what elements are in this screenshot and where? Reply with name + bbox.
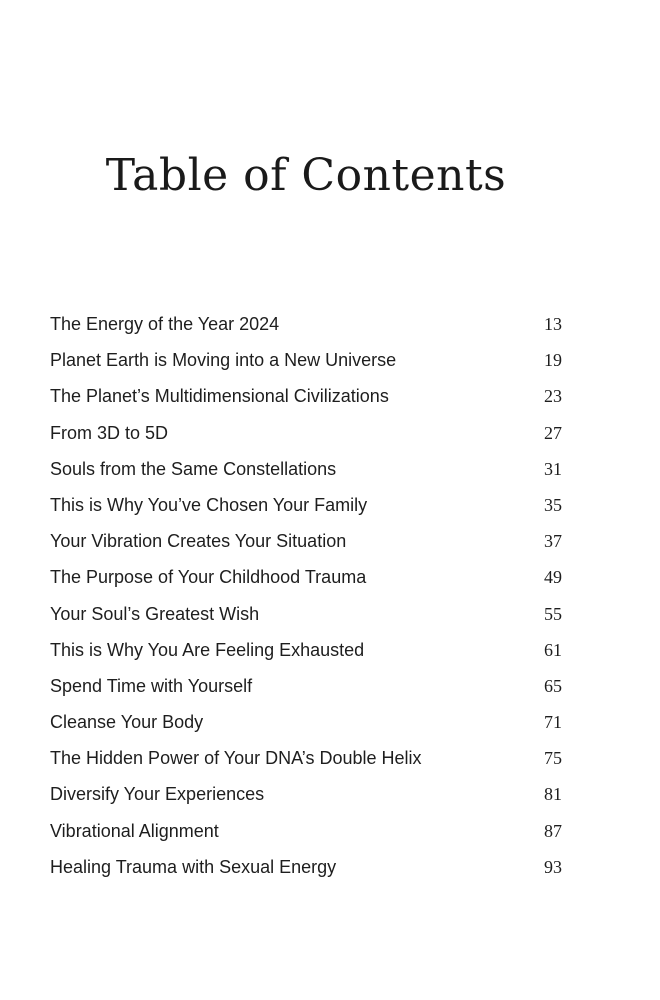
table-of-contents <box>50 314 562 893</box>
toc-page-number: 61 <box>544 639 562 660</box>
toc-entry-label: Cleanse Your Body <box>50 712 204 733</box>
toc-entry-row <box>50 495 562 531</box>
toc-entry-label: Diversify Your Experiences <box>50 784 265 805</box>
toc-entry-label: The Energy of the Year 2024 <box>50 314 280 334</box>
toc-entry-row <box>50 676 562 712</box>
toc-entry-label: Souls from the Same Constellations <box>50 458 337 479</box>
toc-page-number: 75 <box>544 748 562 769</box>
toc-entry-label: Your Soul’s Greatest Wish <box>50 603 260 624</box>
toc-entry-row <box>50 459 562 495</box>
toc-page-number: 93 <box>544 856 562 877</box>
toc-entry-label: The Hidden Power of Your DNA’s Double Helix <box>50 748 422 769</box>
toc-entry-row <box>50 821 562 857</box>
toc-entry-row <box>50 784 562 820</box>
toc-entry-row <box>50 350 562 386</box>
toc-entry-label: Vibrational Alignment <box>50 820 219 841</box>
toc-entry-row <box>50 604 562 640</box>
toc-entry-label: This is Why You’ve Chosen Your Family <box>50 494 368 515</box>
toc-entry-label: Planet Earth is Moving into a New Universe <box>50 350 397 371</box>
toc-page-number: 49 <box>544 567 562 588</box>
toc-entry-row <box>50 640 562 676</box>
toc-page-number: 71 <box>544 712 562 733</box>
toc-entry-row <box>50 712 562 748</box>
toc-entry-row <box>50 423 562 459</box>
toc-page-number: 23 <box>544 386 562 407</box>
toc-entry-label: This is Why You Are Feeling Exhausted <box>50 639 365 660</box>
toc-page-number: 55 <box>544 603 562 624</box>
toc-entry-label: The Purpose of Your Childhood Trauma <box>50 567 367 588</box>
toc-entry-label: Spend Time with Yourself <box>50 675 253 696</box>
toc-page-number: 87 <box>544 820 562 841</box>
page-title: Table of Contents <box>105 150 507 201</box>
toc-entry-row <box>50 567 562 603</box>
toc-entry-label: From 3D to 5D <box>50 422 169 443</box>
toc-entry-row <box>50 386 562 422</box>
toc-page-number: 19 <box>544 350 562 371</box>
toc-page-number: 27 <box>544 422 562 443</box>
toc-page-number: 37 <box>544 531 562 552</box>
toc-entry-row <box>50 857 562 893</box>
toc-page-number: 13 <box>544 314 562 334</box>
toc-entry-row <box>50 314 562 350</box>
toc-page-number: 65 <box>544 675 562 696</box>
toc-entry-row <box>50 748 562 784</box>
toc-entry-label: Your Vibration Creates Your Situation <box>50 531 347 552</box>
toc-entry-label: Healing Trauma with Sexual Energy <box>50 856 337 877</box>
toc-page-number: 31 <box>544 458 562 479</box>
toc-page-number: 81 <box>544 784 562 805</box>
toc-page-number: 35 <box>544 494 562 515</box>
toc-entry-label: The Planet’s Multidimensional Civilizations <box>50 386 389 407</box>
toc-entry-row <box>50 531 562 567</box>
